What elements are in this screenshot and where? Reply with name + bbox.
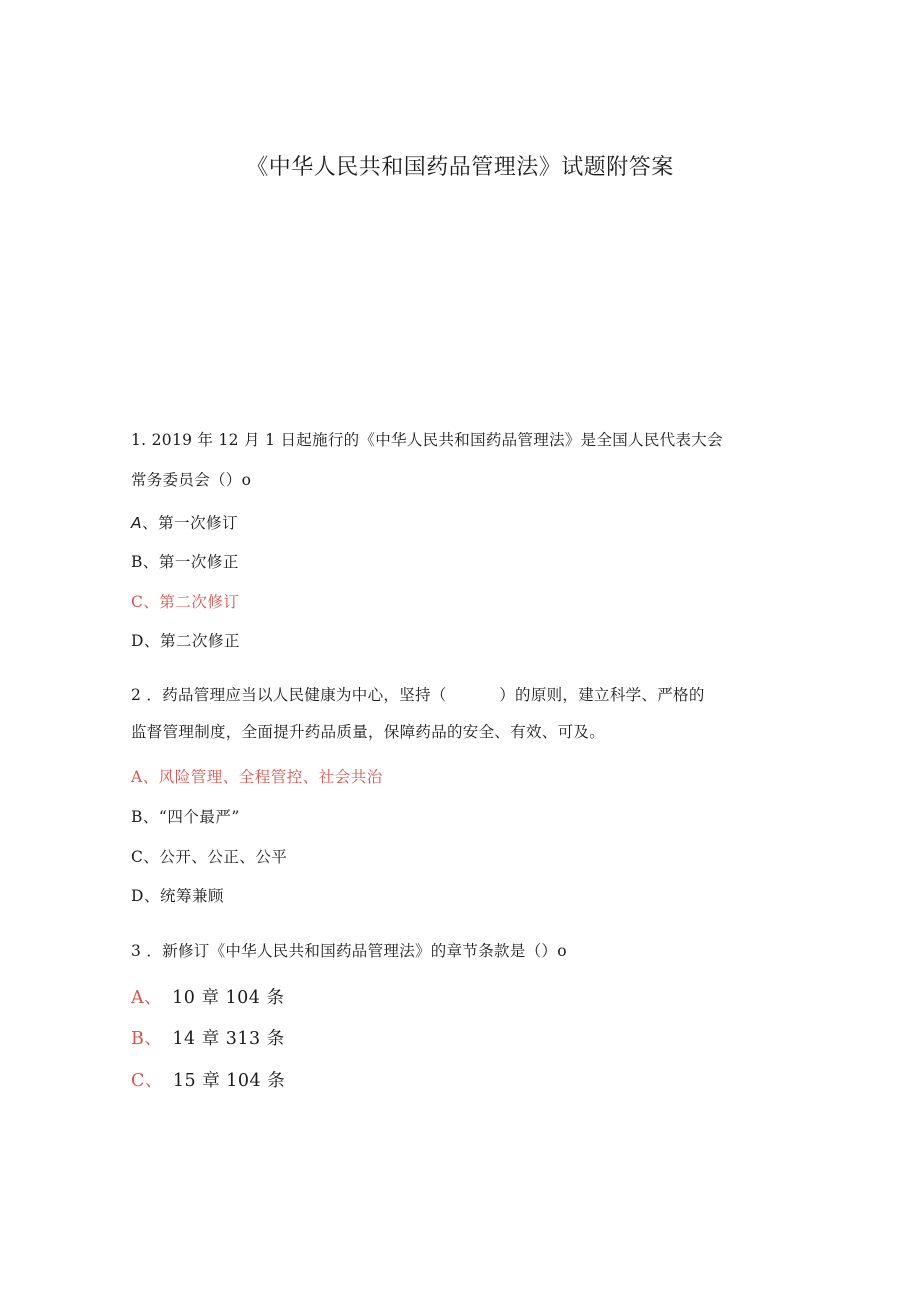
question-3-line-1: 3 ．新修订《中华人民共和国药品管理法》的章节条款是（）o: [131, 942, 567, 960]
option-letter: A: [131, 514, 143, 532]
option-separator: 、: [144, 1071, 163, 1091]
question-2-option-d: [131, 884, 224, 906]
question-3-option-b: [131, 1025, 285, 1050]
question-1-line-2: 常务委员会（）o: [131, 471, 252, 489]
option-text: 公开、公正、公平: [159, 848, 288, 866]
option-letter: A: [131, 768, 143, 786]
question-1-option-a: [131, 511, 238, 533]
option-text: 14 章 313 条: [172, 1029, 285, 1049]
option-letter: C: [131, 848, 144, 866]
option-text: 15 章 104 条: [172, 1071, 286, 1091]
question-2-line-2: 监督管理制度，全面提升药品质量，保障药品的安全、有效、可及。: [131, 723, 606, 741]
option-text: 第二次修订: [159, 593, 240, 611]
option-letter: A: [131, 988, 145, 1008]
option-text: 第一次修正: [158, 553, 239, 571]
option-separator: 、: [142, 514, 159, 532]
option-letter: B: [131, 553, 143, 571]
option-text: 风险管理、全程管控、社会共治: [158, 768, 383, 786]
option-separator: 、: [144, 1029, 163, 1049]
option-separator: 、: [144, 988, 163, 1008]
option-text: 第一次修订: [158, 514, 239, 532]
option-separator: 、: [143, 848, 160, 866]
question-2-line-1: 2 ．药品管理应当以人民健康为中心，坚持（ ）的原则，建立科学、严格的: [131, 686, 705, 704]
option-text: “四个最严”: [158, 808, 240, 826]
option-separator: 、: [143, 887, 160, 905]
question-2-option-c: [131, 845, 287, 867]
question-3-option-a: [131, 984, 285, 1009]
option-letter: B: [131, 808, 143, 826]
option-separator: 、: [143, 632, 160, 650]
option-separator: 、: [142, 553, 159, 571]
option-separator: 、: [142, 768, 159, 786]
question-2-option-a-correct: [131, 765, 383, 787]
option-letter: C: [131, 593, 144, 611]
option-text: 10 章 104 条: [172, 988, 285, 1008]
option-letter: B: [131, 1029, 145, 1049]
document-title: 《中华人民共和国药品管理法》试题附答案: [246, 155, 674, 180]
question-1-option-c-correct: [131, 590, 239, 612]
option-text: 统筹兼顾: [159, 887, 224, 905]
option-letter: D: [131, 887, 144, 905]
option-letter: D: [131, 632, 144, 650]
question-1-line-1: 1. 2019 年 12 月 1 日起施行的《中华人民共和国药品管理法》是全国人民代表大会: [131, 431, 723, 449]
option-letter: C: [131, 1071, 145, 1091]
option-separator: 、: [142, 808, 159, 826]
question-1-option-d: [131, 629, 240, 651]
question-2-option-b: [131, 805, 240, 827]
question-1-option-b: [131, 550, 239, 572]
option-separator: 、: [143, 593, 160, 611]
option-text: 第二次修正: [159, 632, 240, 650]
question-3-option-c: [131, 1067, 285, 1092]
